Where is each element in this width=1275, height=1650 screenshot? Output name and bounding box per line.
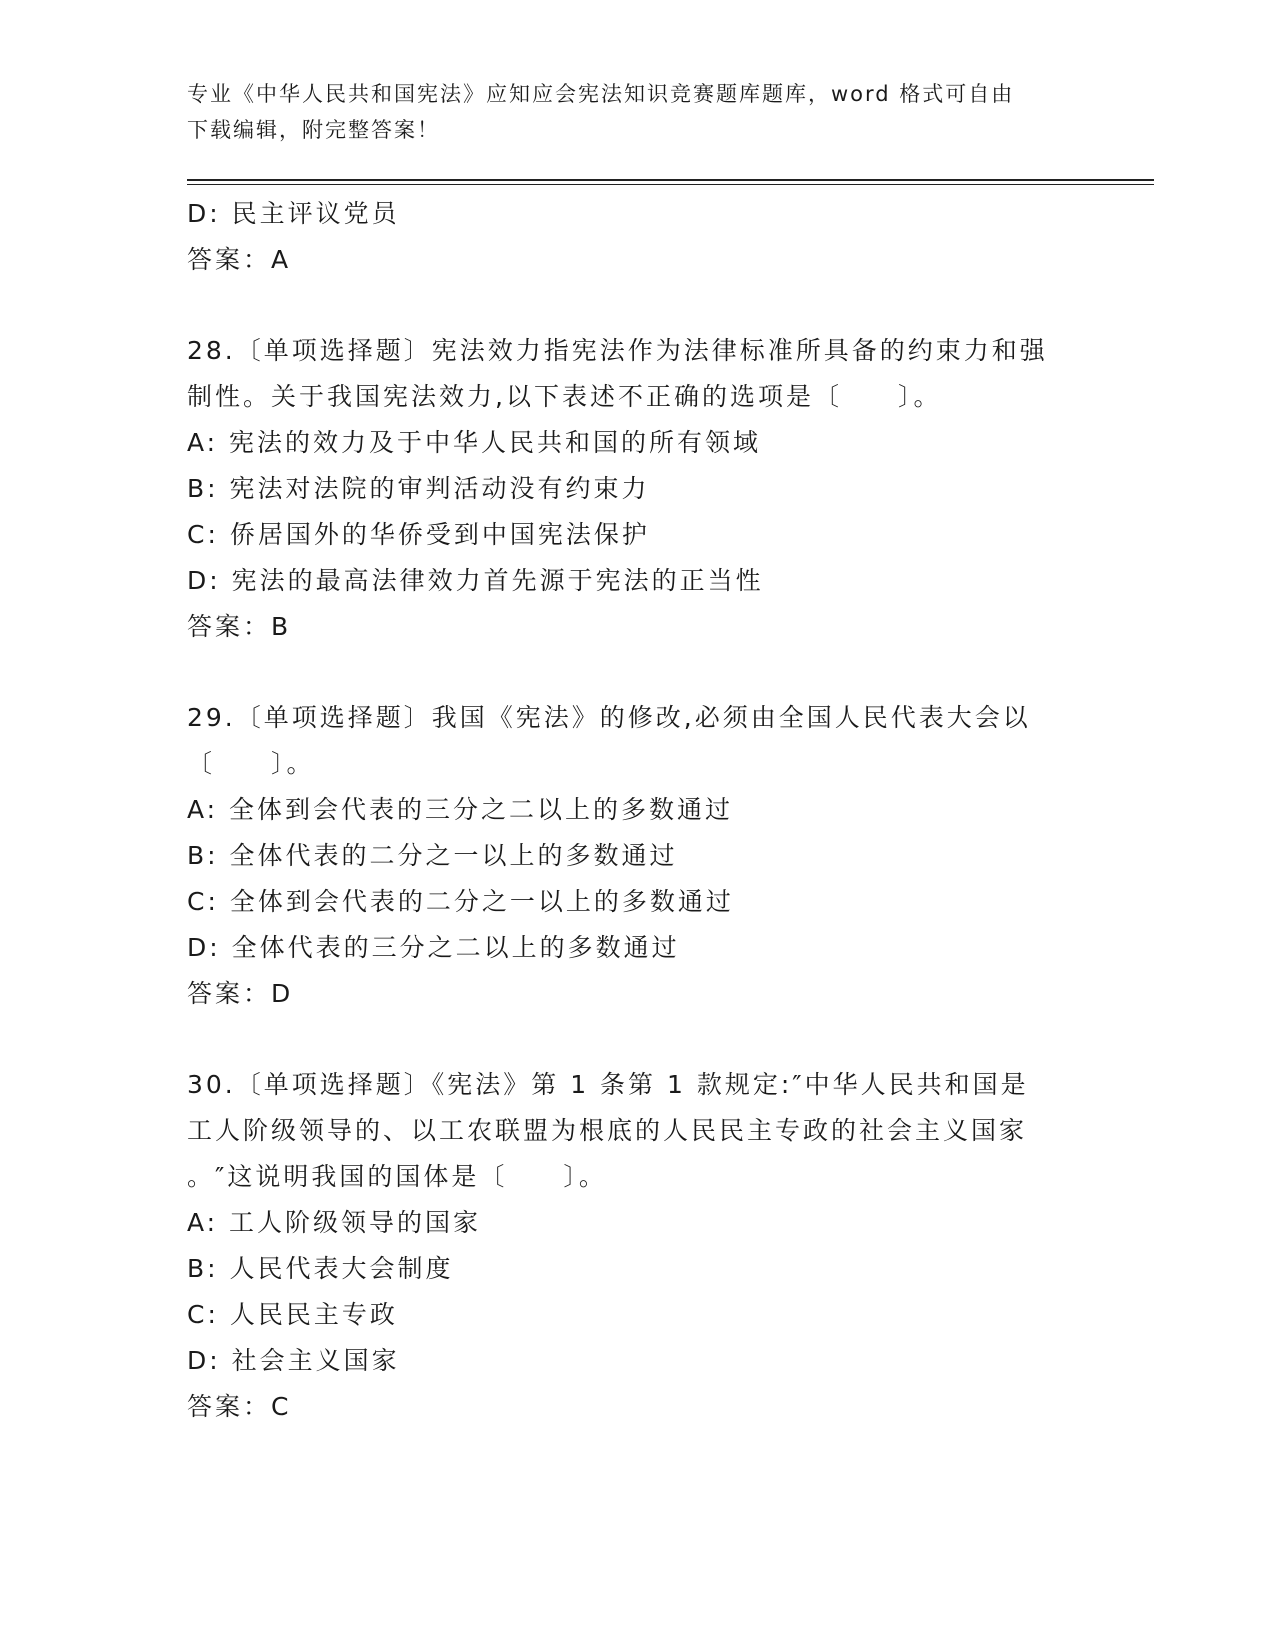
header-line-2: 下载编辑，附完整答案！: [187, 118, 440, 142]
option-b: B: 人民代表大会制度: [187, 1254, 454, 1283]
question-stem: 28.〔单项选择题〕宪法效力指宪法作为法律标准所具备的约束力和强: [187, 336, 1048, 365]
question-stem: 制性。关于我国宪法效力,以下表述不正确的选项是〔 〕。: [187, 382, 942, 411]
option-c: C: 人民民主专政: [187, 1300, 398, 1329]
option-d: D: 民主评议党员: [187, 199, 400, 228]
option-b: B: 宪法对法院的审判活动没有约束力: [187, 474, 650, 503]
question-stem: 30.〔单项选择题〕《宪法》第 1 条第 1 款规定:″中华人民共和国是: [187, 1070, 1029, 1099]
question-block-27-tail: [187, 191, 1087, 283]
header-line-1: 专业《中华人民共和国宪法》应知应会宪法知识竞赛题库题库，word 格式可自由: [187, 82, 1015, 106]
question-block-28: [187, 328, 1087, 650]
question-stem: 〔 〕。: [187, 749, 315, 778]
header-divider-thin: [187, 184, 1154, 185]
answer-line: 答案：B: [187, 612, 292, 641]
document-header: [187, 76, 1087, 148]
spacer: [187, 650, 1087, 695]
answer-line: 答案：C: [187, 1392, 292, 1421]
question-block-29: [187, 695, 1087, 1017]
option-d: D: 全体代表的三分之二以上的多数通过: [187, 933, 680, 962]
option-a: A: 全体到会代表的三分之二以上的多数通过: [187, 795, 734, 824]
option-c: C: 侨居国外的华侨受到中国宪法保护: [187, 520, 650, 549]
option-a: A: 宪法的效力及于中华人民共和国的所有领域: [187, 428, 762, 457]
spacer: [187, 1017, 1087, 1062]
answer-line: 答案：D: [187, 979, 294, 1008]
option-d: D: 社会主义国家: [187, 1346, 400, 1375]
spacer: [187, 283, 1087, 328]
question-block-30: [187, 1062, 1087, 1430]
question-list: [187, 191, 1087, 1430]
option-b: B: 全体代表的二分之一以上的多数通过: [187, 841, 678, 870]
option-d: D: 宪法的最高法律效力首先源于宪法的正当性: [187, 566, 764, 595]
question-stem: 。″这说明我国的国体是〔 〕。: [187, 1162, 607, 1191]
option-c: C: 全体到会代表的二分之一以上的多数通过: [187, 887, 734, 916]
question-stem: 29.〔单项选择题〕我国《宪法》的修改,必须由全国人民代表大会以: [187, 703, 1031, 732]
answer-line: 答案：A: [187, 245, 292, 274]
header-divider-thick: [187, 179, 1154, 181]
option-a: A: 工人阶级领导的国家: [187, 1208, 482, 1237]
question-stem: 工人阶级领导的、以工农联盟为根底的人民民主专政的社会主义国家: [187, 1116, 1028, 1145]
